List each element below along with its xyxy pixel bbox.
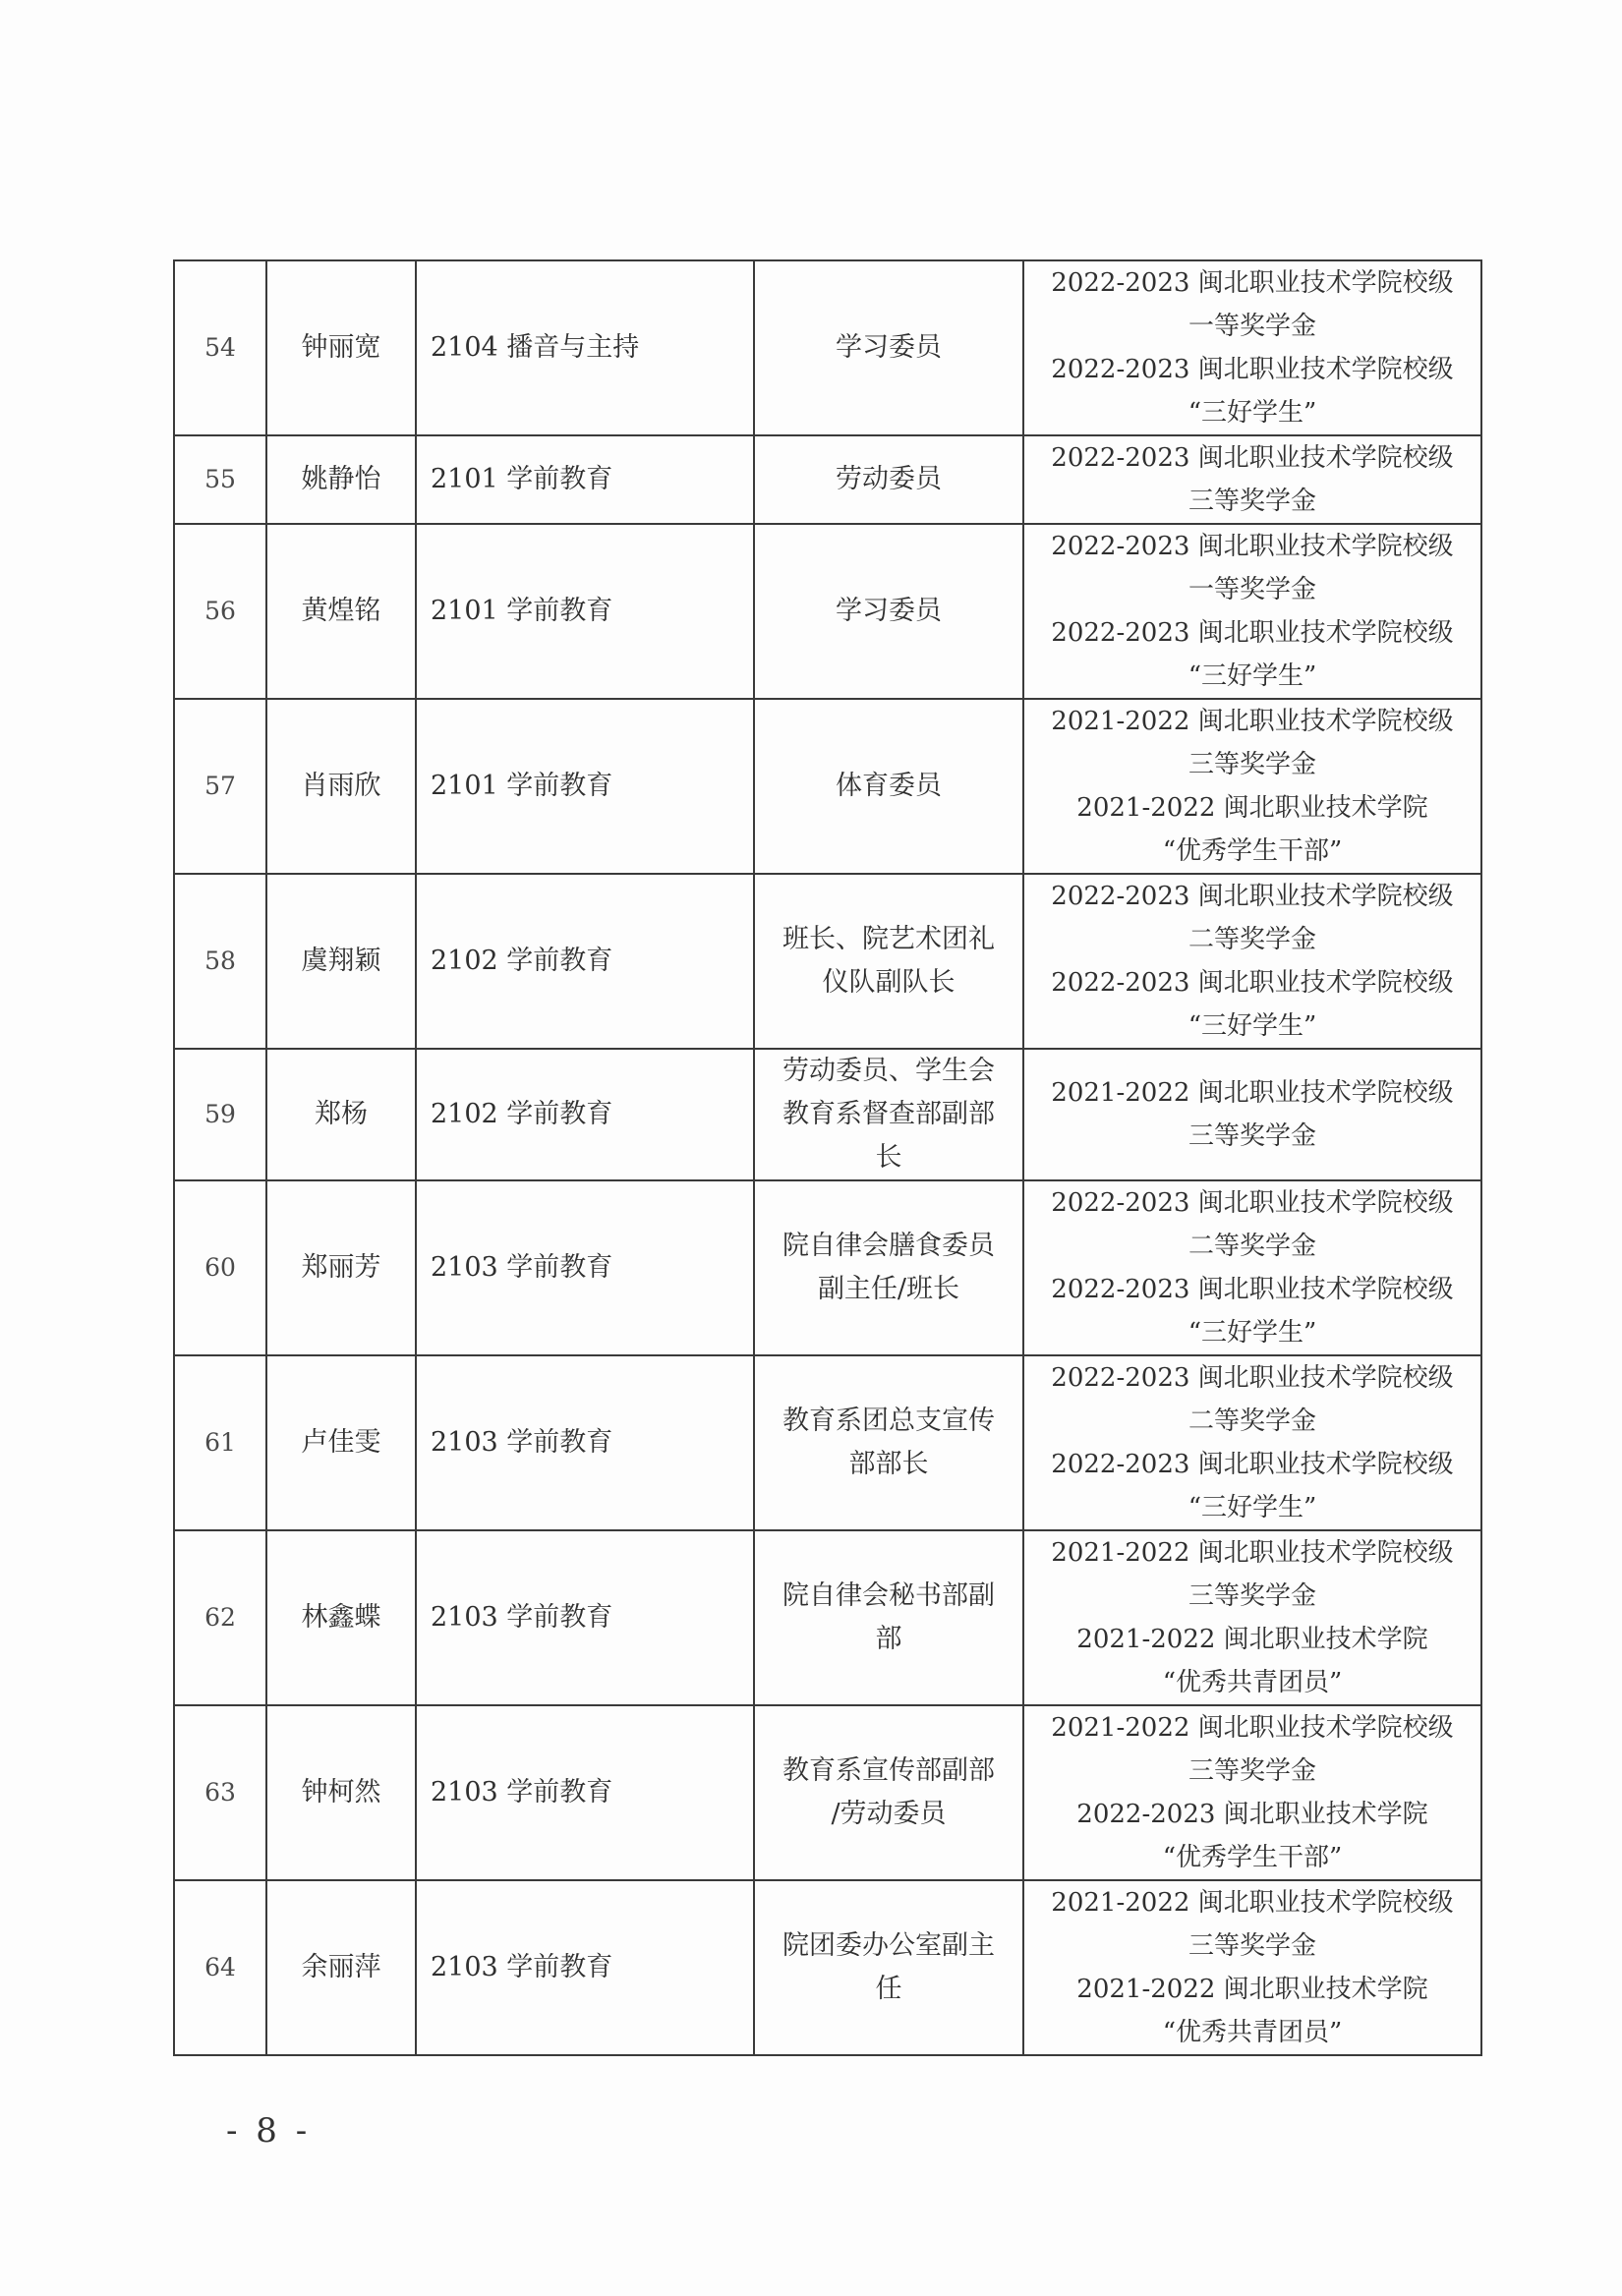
page-number: - 8 - <box>226 2111 312 2151</box>
student-name-cell: 卢佳雯 <box>266 1355 416 1530</box>
role-line: 部部长 <box>848 1449 929 1479</box>
student-name-cell: 郑丽芳 <box>266 1180 416 1355</box>
award-cell <box>1023 1880 1481 2055</box>
award-cell <box>1023 699 1481 874</box>
role-line: 教育系团总支宣传 <box>782 1406 995 1436</box>
table-row <box>174 874 1481 1049</box>
role-cell <box>754 1530 1023 1705</box>
award-cell <box>1023 524 1481 699</box>
award-cell <box>1023 1180 1481 1355</box>
role-cell <box>754 1049 1023 1180</box>
award-line: 2022-2023 闽北职业技术学院校级 <box>1051 532 1454 561</box>
table-row <box>174 1355 1481 1530</box>
award-line: 2021-2022 闽北职业技术学院校级 <box>1051 1713 1454 1743</box>
table-row <box>174 1049 1481 1180</box>
role-line: 院自律会膳食委员 <box>782 1231 995 1261</box>
award-cell <box>1023 1049 1481 1180</box>
role-line: 体育委员 <box>836 771 942 801</box>
row-number-cell: 63 <box>174 1705 266 1880</box>
class-cell: 2102 学前教育 <box>416 1049 754 1180</box>
row-number-cell: 61 <box>174 1355 266 1530</box>
award-line: 2022-2023 闽北职业技术学院校级 <box>1051 268 1454 298</box>
role-cell <box>754 524 1023 699</box>
award-line: 一等奖学金 <box>1188 312 1316 341</box>
award-line: 2022-2023 闽北职业技术学院校级 <box>1051 968 1454 998</box>
role-line: 仪队副队长 <box>822 967 956 998</box>
award-cell <box>1023 260 1481 435</box>
class-cell: 2104 播音与主持 <box>416 260 754 435</box>
award-line: 2022-2023 闽北职业技术学院校级 <box>1051 618 1454 648</box>
row-number-cell: 59 <box>174 1049 266 1180</box>
row-number-cell: 60 <box>174 1180 266 1355</box>
award-line: 三等奖学金 <box>1188 1121 1316 1151</box>
student-name-cell: 肖雨欣 <box>266 699 416 874</box>
award-line: 2022-2023 闽北职业技术学院校级 <box>1051 882 1454 911</box>
award-line: 2022-2023 闽北职业技术学院校级 <box>1051 355 1454 384</box>
student-name-cell: 林鑫蝶 <box>266 1530 416 1705</box>
award-line: 三等奖学金 <box>1188 750 1316 779</box>
role-line: 学习委员 <box>836 596 942 626</box>
student-name-cell: 黄煌铭 <box>266 524 416 699</box>
table-row <box>174 1530 1481 1705</box>
class-cell: 2103 学前教育 <box>416 1705 754 1880</box>
award-cell <box>1023 1530 1481 1705</box>
award-line: 三等奖学金 <box>1188 1931 1316 1961</box>
student-name-cell: 虞翔颖 <box>266 874 416 1049</box>
role-line: 学习委员 <box>836 332 942 363</box>
award-line: 2021-2022 闽北职业技术学院校级 <box>1051 707 1454 736</box>
award-line: “三好学生” <box>1188 661 1317 691</box>
row-number-cell: 54 <box>174 260 266 435</box>
table-body <box>174 260 1481 2055</box>
row-number-cell: 55 <box>174 435 266 524</box>
class-cell: 2103 学前教育 <box>416 1530 754 1705</box>
award-line: 三等奖学金 <box>1188 1581 1316 1611</box>
role-cell <box>754 1355 1023 1530</box>
row-number-cell: 64 <box>174 1880 266 2055</box>
award-line: 2022-2023 闽北职业技术学院校级 <box>1051 1450 1454 1479</box>
table-row <box>174 1180 1481 1355</box>
award-line: “优秀共青团员” <box>1162 2018 1343 2047</box>
award-line: 2022-2023 闽北职业技术学院校级 <box>1051 443 1454 473</box>
award-line: 2022-2023 闽北职业技术学院校级 <box>1051 1363 1454 1393</box>
class-cell: 2103 学前教育 <box>416 1355 754 1530</box>
role-line: 长 <box>875 1142 902 1173</box>
award-line: “优秀共青团员” <box>1162 1668 1343 1697</box>
class-cell: 2103 学前教育 <box>416 1180 754 1355</box>
class-cell: 2102 学前教育 <box>416 874 754 1049</box>
award-line: 2021-2022 闽北职业技术学院校级 <box>1051 1888 1454 1918</box>
student-name-cell: 余丽萍 <box>266 1880 416 2055</box>
table-row <box>174 260 1481 435</box>
table-row <box>174 435 1481 524</box>
award-line: 二等奖学金 <box>1188 1406 1316 1436</box>
role-line: 教育系宣传部副部 <box>782 1755 995 1786</box>
award-line: 2021-2022 闽北职业技术学院 <box>1076 793 1428 823</box>
award-line: 一等奖学金 <box>1188 575 1316 604</box>
role-line: 院自律会秘书部副 <box>782 1580 995 1611</box>
award-line: 三等奖学金 <box>1188 1756 1316 1786</box>
student-name-cell: 钟丽宽 <box>266 260 416 435</box>
table-row <box>174 1880 1481 2055</box>
award-line: “三好学生” <box>1188 398 1317 428</box>
role-cell <box>754 1180 1023 1355</box>
award-line: “三好学生” <box>1188 1318 1317 1348</box>
student-name-cell: 钟柯然 <box>266 1705 416 1880</box>
role-line: 院团委办公室副主 <box>782 1930 995 1961</box>
role-line: 教育系督查部副部 <box>782 1099 995 1129</box>
award-cell <box>1023 874 1481 1049</box>
award-line: 二等奖学金 <box>1188 925 1316 954</box>
role-line: /劳动委员 <box>831 1799 947 1829</box>
role-line: 劳动委员 <box>836 464 942 494</box>
class-cell: 2103 学前教育 <box>416 1880 754 2055</box>
role-line: 劳动委员、学生会 <box>782 1056 995 1086</box>
role-line: 部 <box>875 1624 902 1654</box>
award-line: “优秀学生干部” <box>1162 1843 1343 1872</box>
award-line: 二等奖学金 <box>1188 1232 1316 1261</box>
award-line: “三好学生” <box>1188 1493 1317 1522</box>
class-cell: 2101 学前教育 <box>416 435 754 524</box>
student-name-cell: 姚静怡 <box>266 435 416 524</box>
student-awards-table <box>173 259 1482 2056</box>
award-line: 2022-2023 闽北职业技术学院校级 <box>1051 1188 1454 1218</box>
student-name-cell: 郑杨 <box>266 1049 416 1180</box>
award-line: 2021-2022 闽北职业技术学院 <box>1076 1625 1428 1654</box>
role-line: 班长、院艺术团礼 <box>782 924 995 954</box>
award-line: 2022-2023 闽北职业技术学院 <box>1076 1800 1428 1829</box>
role-cell <box>754 699 1023 874</box>
row-number-cell: 62 <box>174 1530 266 1705</box>
award-cell <box>1023 1705 1481 1880</box>
row-number-cell: 56 <box>174 524 266 699</box>
role-cell <box>754 874 1023 1049</box>
role-line: 任 <box>875 1974 902 2004</box>
award-line: 2021-2022 闽北职业技术学院校级 <box>1051 1078 1454 1108</box>
table-row <box>174 699 1481 874</box>
row-number-cell: 57 <box>174 699 266 874</box>
role-line: 副主任/班长 <box>817 1274 960 1304</box>
award-line: “三好学生” <box>1188 1011 1317 1041</box>
table-row <box>174 1705 1481 1880</box>
class-cell: 2101 学前教育 <box>416 524 754 699</box>
role-cell <box>754 1705 1023 1880</box>
award-line: “优秀学生干部” <box>1162 836 1343 866</box>
award-line: 2021-2022 闽北职业技术学院校级 <box>1051 1538 1454 1568</box>
award-line: 三等奖学金 <box>1188 487 1316 516</box>
table-row <box>174 524 1481 699</box>
award-cell <box>1023 435 1481 524</box>
role-cell <box>754 435 1023 524</box>
row-number-cell: 58 <box>174 874 266 1049</box>
award-line: 2022-2023 闽北职业技术学院校级 <box>1051 1275 1454 1304</box>
award-cell <box>1023 1355 1481 1530</box>
role-cell <box>754 1880 1023 2055</box>
class-cell: 2101 学前教育 <box>416 699 754 874</box>
role-cell <box>754 260 1023 435</box>
award-line: 2021-2022 闽北职业技术学院 <box>1076 1975 1428 2004</box>
